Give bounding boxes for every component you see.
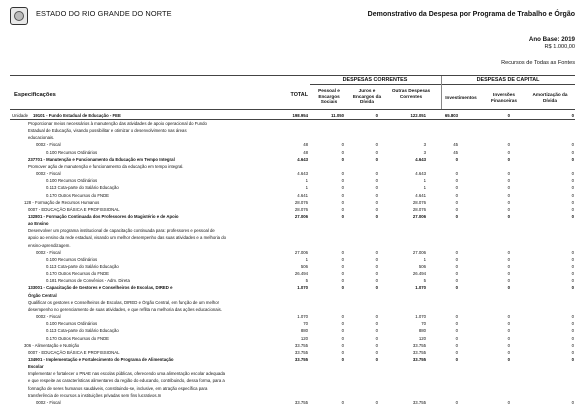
cell-inversoes: 0 — [507, 342, 510, 348]
cell-inversoes: 0 — [507, 399, 510, 405]
unit-row-name: 19101 - Fundo Estadual de Educação - FEE — [33, 113, 121, 118]
row-label: formação de seres humanos saudáveis, constituindo-se, inclusive, em atração específica para — [28, 385, 208, 391]
col-header-amortizacao: Amortização da Dívida — [532, 92, 568, 103]
col-header-outras: Outras Despesas Correntes — [391, 88, 431, 99]
cell-juros: 0 — [375, 192, 378, 198]
cell-outras: 33.755 — [412, 399, 426, 405]
cell-outras: 4.643 — [415, 156, 426, 162]
row-label: 0.100 Recursos Ordinários — [46, 178, 98, 184]
cell-amortizacao: 0 — [571, 185, 574, 191]
cell-outras: 4.641 — [415, 192, 426, 198]
cell-pessoal: 0 — [341, 156, 344, 162]
cell-investimentos: 0 — [455, 314, 458, 320]
cell-total: 5 — [305, 278, 308, 284]
cell-total: 26.494 — [294, 271, 308, 277]
cell-outras: 3 — [423, 149, 426, 155]
cell-outras: 33.755 — [412, 356, 426, 362]
row-label: Implementar e fortalecer o PNAE nas escolas públicas, oferecendo uma alimentação escolar adequada — [28, 371, 226, 377]
cell-outras: 33.755 — [412, 342, 426, 348]
row-label: 0002 - Fiscal — [36, 249, 61, 255]
row-label: Proporcionar meios necessários à manutenção das atividades de apoio operacional do Fundo — [28, 121, 207, 126]
cell-total: 33.755 — [294, 356, 308, 362]
cell-total: 4.641 — [297, 192, 308, 198]
row-label: transferência de recursos a instituições privadas sem fins lucrativos.In — [28, 392, 162, 398]
cell-total: 1.070 — [297, 314, 308, 320]
cell-pessoal: 0 — [341, 256, 344, 262]
cell-juros: 0 — [375, 156, 378, 162]
cell-pessoal: 0 — [341, 356, 344, 362]
cell-pessoal: 0 — [341, 206, 344, 212]
row-label: e que respeite as características alimentares da região do educando, contribuindo, dessa forma, para a — [28, 378, 225, 384]
cell-inversoes: 0 — [507, 192, 510, 198]
cell-pessoal: 0 — [341, 342, 344, 348]
col-header-inversoes: Inversões Financeiras — [490, 92, 518, 103]
cell-outras: 28.076 — [412, 206, 426, 212]
cell-investimentos: 0 — [455, 335, 458, 341]
cell-amortizacao: 0 — [571, 356, 574, 362]
cell-outras: 70 — [421, 321, 426, 327]
cell-amortizacao: 0 — [571, 271, 574, 277]
cell-pessoal: 0 — [341, 278, 344, 284]
cell-investimentos: 45 — [453, 142, 458, 148]
cell-juros: 0 — [375, 264, 378, 269]
cell-outras: 1 — [423, 178, 426, 184]
unit-row-pessoal: 11.050 — [331, 113, 344, 118]
row-label: 128 - Formação de Recursos Humanos — [24, 199, 100, 205]
cell-total: 48 — [303, 149, 308, 155]
cell-inversoes: 0 — [507, 206, 510, 212]
cell-pessoal: 0 — [341, 171, 344, 177]
col-header-pessoal: Pessoal e Encargos Sociais — [318, 88, 340, 105]
cell-juros: 0 — [375, 271, 378, 277]
unit-row-outras: 122.051 — [410, 113, 426, 118]
cell-pessoal: 0 — [341, 264, 344, 269]
unit-row-inversoes: 0 — [507, 113, 510, 118]
row-label: Escolar — [28, 364, 44, 370]
cell-juros: 0 — [375, 213, 378, 219]
cell-investimentos: 0 — [455, 264, 458, 269]
cell-investimentos: 0 — [455, 156, 458, 162]
unit-row-amortizacao: 0 — [571, 113, 574, 118]
cell-inversoes: 0 — [507, 199, 510, 205]
cell-total: 33.755 — [294, 349, 308, 355]
cell-investimentos: 0 — [455, 185, 458, 191]
row-label: 306 - Alimentação e Nutrição — [24, 342, 80, 348]
row-label: 133001 - Capacitação de Gestores e Conselheiros de Escolas, DIRED e — [28, 285, 173, 291]
cell-total: 33.755 — [294, 342, 308, 348]
cell-total: 48 — [303, 142, 308, 148]
cell-inversoes: 0 — [507, 256, 510, 262]
cell-juros: 0 — [375, 399, 378, 405]
row-label: 0002 - Fiscal — [36, 399, 61, 405]
cell-inversoes: 0 — [507, 178, 510, 184]
unit-row-label: Unidade — [12, 113, 29, 118]
unit-row-juros: 0 — [375, 113, 378, 118]
cell-juros: 0 — [375, 185, 378, 191]
cell-amortizacao: 0 — [571, 314, 574, 320]
group-capital-expenses: DESPESAS DE CAPITAL — [476, 77, 540, 83]
cell-outras: 27.006 — [412, 213, 426, 219]
cell-pessoal: 0 — [341, 321, 344, 327]
cell-outras: 27.006 — [412, 249, 426, 255]
cell-total: 506 — [300, 264, 308, 269]
row-label: 237701 - Manutenção e Funcionamento da Educação em Tempo Integral — [28, 156, 175, 162]
row-label: Desenvolver um programa institucional de capacitação continuada para: professores e pessoal de — [28, 228, 215, 234]
cell-inversoes: 0 — [507, 264, 510, 269]
cell-juros: 0 — [375, 321, 378, 327]
cell-amortizacao: 0 — [571, 206, 574, 212]
unit-row-investimentos: 65.803 — [444, 113, 458, 118]
cell-amortizacao: 0 — [571, 278, 574, 284]
cell-total: 27.006 — [294, 213, 308, 219]
cell-investimentos: 0 — [455, 199, 458, 205]
cell-outras: 1 — [423, 256, 426, 262]
cell-amortizacao: 0 — [571, 349, 574, 355]
cell-juros: 0 — [375, 206, 378, 212]
cell-pessoal: 0 — [341, 349, 344, 355]
cell-investimentos: 0 — [455, 178, 458, 184]
row-label: 0.181 Recursos de Convênios - Adm. Direta — [46, 278, 130, 284]
cell-total: 1 — [305, 178, 308, 184]
cell-pessoal: 0 — [341, 178, 344, 184]
row-label: apoio ao ensino da rede estadual, visando um melhor desempenho das suas atividades e a melhoria do — [28, 235, 227, 241]
cell-pessoal: 0 — [341, 249, 344, 255]
cell-investimentos: 0 — [455, 256, 458, 262]
cell-amortizacao: 0 — [571, 321, 574, 327]
cell-pessoal: 0 — [341, 314, 344, 320]
row-label: 0.113 Cota-parte do Salário Educação — [46, 264, 119, 269]
row-label: Estadual de Educação, visando possibilitar e otimizar o desenvolvimento nas áreas — [28, 128, 187, 134]
row-label: 0.113 Cota-parte do Salário Educação — [46, 185, 119, 191]
cell-total: 33.755 — [294, 399, 308, 405]
row-label: 0002 - Fiscal — [36, 171, 61, 177]
row-label: educacionais. — [28, 135, 55, 141]
cell-total: 120 — [300, 335, 308, 341]
cell-inversoes: 0 — [507, 213, 510, 219]
currency-unit: R$ 1.000,00 — [544, 44, 575, 50]
row-label: 0.100 Recursos Ordinários — [46, 149, 98, 155]
cell-amortizacao: 0 — [571, 199, 574, 205]
cell-juros: 0 — [375, 199, 378, 205]
cell-total: 28.076 — [294, 206, 308, 212]
cell-outras: 4.643 — [415, 171, 426, 177]
cell-outras: 1.070 — [415, 314, 426, 320]
cell-investimentos: 0 — [455, 342, 458, 348]
cell-pessoal: 0 — [341, 271, 344, 277]
cell-outras: 26.494 — [412, 271, 426, 277]
cell-juros: 0 — [375, 249, 378, 255]
row-label: ensino-aprendizagem. — [28, 242, 71, 248]
row-label: ao Ensino — [28, 221, 49, 227]
cell-investimentos: 0 — [455, 349, 458, 355]
cell-investimentos: 0 — [455, 285, 458, 291]
cell-amortizacao: 0 — [571, 213, 574, 219]
cell-inversoes: 0 — [507, 249, 510, 255]
row-label: 0007 - EDUCAÇÃO BÁSICA E PROFISSIONAL — [28, 206, 120, 212]
col-header-spec: Especificações — [14, 92, 56, 98]
cell-investimentos: 0 — [455, 171, 458, 177]
col-header-juros: Juros e Encargos da Dívida — [352, 88, 382, 105]
cell-amortizacao: 0 — [571, 192, 574, 198]
row-label: 134901 - Implementação e Fortalecimento do Programa de Alimentação — [28, 356, 174, 362]
cell-juros: 0 — [375, 278, 378, 284]
cell-pessoal: 0 — [341, 149, 344, 155]
row-label: 0.170 Outros Recursos do FNDE — [46, 192, 110, 198]
cell-inversoes: 0 — [507, 156, 510, 162]
cell-amortizacao: 0 — [571, 142, 574, 148]
cell-amortizacao: 0 — [571, 264, 574, 269]
base-year: Ano Base: 2019 — [528, 36, 575, 43]
unit-row-total: 198.954 — [292, 113, 308, 118]
cell-juros: 0 — [375, 142, 378, 148]
cell-total: 4.643 — [297, 156, 308, 162]
cell-inversoes: 0 — [507, 149, 510, 155]
cell-total: 1.070 — [297, 285, 308, 291]
resource-sources: Recursos de Todas as Fontes — [501, 60, 575, 66]
cell-total: 4.643 — [297, 171, 308, 177]
cell-pessoal: 0 — [341, 185, 344, 191]
cell-total: 27.006 — [294, 249, 308, 255]
cell-outras: 28.076 — [412, 199, 426, 205]
cell-juros: 0 — [375, 342, 378, 348]
cell-total: 28.076 — [294, 199, 308, 205]
row-label: 0.100 Recursos Ordinários — [46, 256, 98, 262]
cell-juros: 0 — [375, 285, 378, 291]
row-label: 0.100 Recursos Ordinários — [46, 321, 98, 327]
row-label: 0002 - Fiscal — [36, 142, 61, 148]
cell-outras: 880 — [418, 328, 426, 334]
cell-total: 70 — [303, 321, 308, 327]
row-label: Qualificar os gestores e Conselheiros de Escolas, DIRED e Órgão Central, em função de um melhor — [28, 299, 220, 305]
cell-juros: 0 — [375, 171, 378, 177]
cell-inversoes: 0 — [507, 349, 510, 355]
cell-outras: 5 — [423, 278, 426, 284]
cell-juros: 0 — [375, 178, 378, 184]
row-label: Órgão Central — [28, 292, 57, 298]
cell-investimentos: 0 — [455, 278, 458, 284]
cell-juros: 0 — [375, 356, 378, 362]
cell-juros: 0 — [375, 149, 378, 155]
cell-juros: 0 — [375, 328, 378, 334]
cell-outras: 1.070 — [415, 285, 426, 291]
row-label: desempenho no gerenciamento de suas atividades, e que reflita na melhoria das ações educacionais. — [28, 306, 222, 312]
row-label: Promover ação de manutenção e funcionamento da educação em tempo integral. — [28, 163, 184, 169]
cell-inversoes: 0 — [507, 271, 510, 277]
row-label: 0.170 Outros Recursos do FNDE — [46, 271, 110, 277]
cell-investimentos: 0 — [455, 213, 458, 219]
cell-total: 1 — [305, 256, 308, 262]
cell-pessoal: 0 — [341, 328, 344, 334]
state-name: ESTADO DO RIO GRANDE DO NORTE — [36, 9, 172, 18]
cell-amortizacao: 0 — [571, 256, 574, 262]
cell-amortizacao: 0 — [571, 171, 574, 177]
cell-juros: 0 — [375, 256, 378, 262]
cell-total: 1 — [305, 185, 308, 191]
cell-investimentos: 0 — [455, 271, 458, 277]
report-title: Demonstrativo da Despesa por Programa de Trabalho e Órgão — [367, 11, 575, 18]
cell-pessoal: 0 — [341, 285, 344, 291]
cell-juros: 0 — [375, 314, 378, 320]
cell-outras: 3 — [423, 142, 426, 148]
cell-amortizacao: 0 — [571, 156, 574, 162]
cell-investimentos: 0 — [455, 206, 458, 212]
cell-inversoes: 0 — [507, 335, 510, 341]
cell-juros: 0 — [375, 349, 378, 355]
cell-outras: 506 — [418, 264, 426, 269]
row-label: 0.170 Outros Recursos do FNDE — [46, 335, 110, 341]
cell-outras: 1 — [423, 185, 426, 191]
cell-investimentos: 0 — [455, 356, 458, 362]
cell-inversoes: 0 — [507, 142, 510, 148]
cell-amortizacao: 0 — [571, 342, 574, 348]
row-label: 0007 - EDUCAÇÃO BÁSICA E PROFISSIONAL — [28, 349, 120, 355]
cell-amortizacao: 0 — [571, 285, 574, 291]
cell-amortizacao: 0 — [571, 149, 574, 155]
cell-outras: 33.755 — [412, 349, 426, 355]
cell-investimentos: 45 — [453, 149, 458, 155]
cell-amortizacao: 0 — [571, 249, 574, 255]
cell-pessoal: 0 — [341, 192, 344, 198]
cell-outras: 120 — [418, 335, 426, 341]
cell-pessoal: 0 — [341, 142, 344, 148]
cell-inversoes: 0 — [507, 278, 510, 284]
cell-inversoes: 0 — [507, 285, 510, 291]
cell-amortizacao: 0 — [571, 399, 574, 405]
cell-inversoes: 0 — [507, 321, 510, 327]
cell-amortizacao: 0 — [571, 335, 574, 341]
row-label: 0.113 Cota-parte do Salário Educação — [46, 328, 119, 334]
cell-pessoal: 0 — [341, 399, 344, 405]
cell-inversoes: 0 — [507, 328, 510, 334]
group-current-expenses: DESPESAS CORRENTES — [342, 77, 408, 83]
cell-investimentos: 0 — [455, 328, 458, 334]
cell-investimentos: 0 — [455, 192, 458, 198]
cell-total: 880 — [300, 328, 308, 334]
cell-juros: 0 — [375, 335, 378, 341]
cell-pessoal: 0 — [341, 199, 344, 205]
cell-inversoes: 0 — [507, 185, 510, 191]
col-header-total: TOTAL — [290, 92, 308, 98]
cell-inversoes: 0 — [507, 314, 510, 320]
col-header-investimentos: Investimentos — [445, 95, 477, 100]
cell-pessoal: 0 — [341, 213, 344, 219]
cell-investimentos: 0 — [455, 399, 458, 405]
cell-amortizacao: 0 — [571, 328, 574, 334]
row-label: 132801 - Formação Continuada dos Professores do Magistério e de Apoio — [28, 213, 179, 219]
cell-pessoal: 0 — [341, 335, 344, 341]
cell-investimentos: 0 — [455, 321, 458, 327]
cell-amortizacao: 0 — [571, 178, 574, 184]
cell-inversoes: 0 — [507, 171, 510, 177]
row-label: 0002 - Fiscal — [36, 314, 61, 320]
cell-inversoes: 0 — [507, 356, 510, 362]
cell-investimentos: 0 — [455, 249, 458, 255]
